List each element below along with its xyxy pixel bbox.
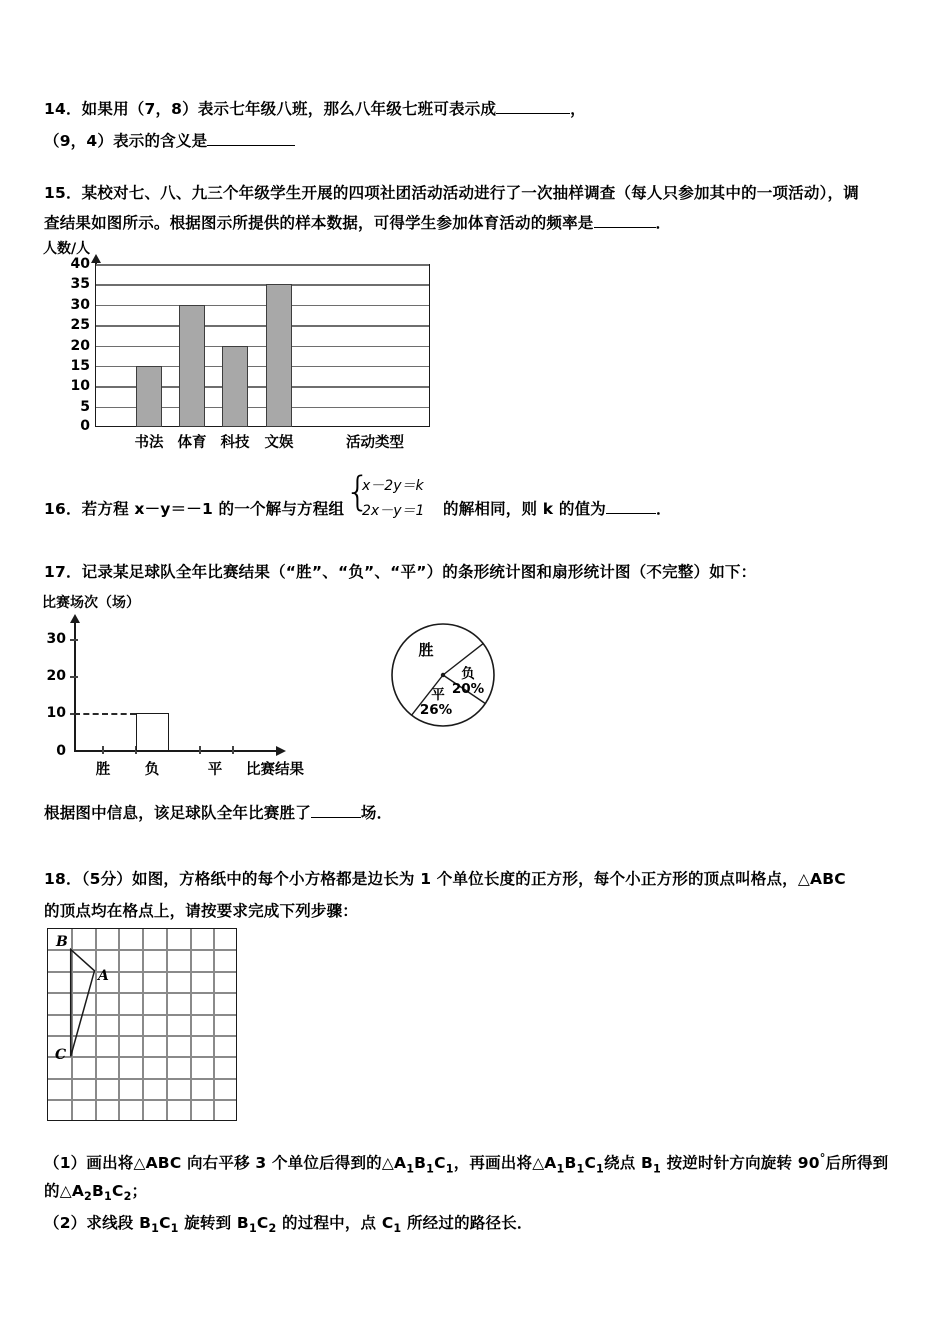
y-tick-label: 10	[70, 378, 90, 395]
q18-p1-b: B	[414, 1154, 427, 1173]
sub-1: 1	[393, 1222, 402, 1236]
question-16-text-pre: 16．若方程 x－y＝－1 的一个解与方程组	[44, 500, 345, 518]
x-tickmark-1	[102, 746, 104, 754]
gridline-35	[96, 284, 429, 286]
pie-slice-value-draw: 26%	[419, 702, 453, 718]
question-16-line-end	[443, 498, 672, 520]
q18-p1-g: 绕点 B	[604, 1154, 654, 1173]
y-tick-label: 10	[46, 705, 66, 722]
sub-1: 1	[576, 1162, 585, 1176]
y-tick-label: 30	[70, 296, 90, 313]
question-17-conclusion	[44, 802, 392, 824]
sub-1: 1	[653, 1162, 661, 1176]
sub-1: 1	[151, 1222, 160, 1236]
question-14-line-1	[44, 98, 586, 120]
y-tick-label: 0	[80, 418, 90, 434]
x-tickmark-4	[232, 746, 234, 754]
football-results-bar-chart	[40, 590, 360, 780]
sub-1: 1	[406, 1162, 415, 1176]
q18-p1-i: 后所得到	[825, 1154, 889, 1173]
q18-p1-c: C	[434, 1154, 446, 1173]
question-14-line-2	[44, 130, 295, 152]
question-15-text-2: 查结果如图所示。根据图示所提供的样本数据，可得学生参加体育活动的频率是	[44, 214, 594, 232]
grid-figure	[47, 928, 239, 1123]
question-18-line-1	[44, 868, 846, 890]
question-18-line-2	[44, 900, 358, 922]
question-18-text-1: 18．（5分）如图，方格纸中的每个小方格都是边长为 1 个单位长度的正方形，每个小正方形的顶点叫格点，△ABC	[44, 870, 846, 888]
pie-slice-label-loss: 负	[461, 666, 475, 682]
y-tickmark-20	[70, 676, 78, 678]
bar-technology	[222, 346, 248, 428]
y-axis-title: 比赛场次（场）	[42, 595, 140, 611]
q18-p2-f: 所经过的路径长．	[401, 1214, 533, 1232]
question-14-text-1: 14．如果用（7，8）表示七年级八班，那么八年级七班可表示成	[44, 100, 497, 118]
sub-1: 1	[596, 1162, 605, 1176]
y-axis-line	[74, 622, 76, 751]
x-tick-label-loss: 负	[144, 762, 160, 778]
x-tick-label-draw: 平	[207, 762, 223, 778]
question-17-line-1	[44, 561, 756, 583]
degree-symbol: °	[819, 1152, 826, 1165]
sub-2: 2	[84, 1190, 92, 1204]
sub-1: 1	[426, 1162, 435, 1176]
q18-p2-c: 旋转到 B	[178, 1214, 249, 1232]
sub-2: 2	[268, 1222, 277, 1236]
x-axis-title: 比赛结果	[246, 762, 304, 778]
football-results-pie-chart	[385, 615, 505, 735]
question-17-conclusion-text: 根据图中信息，该足球队全年比赛胜了	[44, 804, 311, 822]
q18-p1-m: ；	[131, 1182, 148, 1200]
y-tick-label: 20	[46, 668, 66, 685]
q18-p1-a: （1）画出将△ABC 向右平移 3 个单位后得到的△A	[44, 1154, 407, 1173]
y-tick-label: 15	[70, 357, 90, 374]
guide-line-10	[74, 713, 136, 715]
question-15-text-1: 15．某校对七、八、九三个年级学生开展的四项社团活动活动进行了一次抽样调查（每人只参加其中的一项活动），调	[44, 184, 859, 202]
bar-entertainment	[266, 284, 292, 427]
q18-p1-l: C	[111, 1182, 124, 1200]
question-15-text-2-end: ．	[655, 214, 672, 232]
triangle-abc-outline	[71, 949, 95, 1056]
y-tick-label: 5	[80, 398, 90, 415]
answer-blank[interactable]	[207, 145, 295, 146]
pie-center-dot	[441, 673, 445, 677]
pie-slice-label-draw: 平	[431, 687, 445, 703]
q18-p1-j: 的△A	[44, 1182, 85, 1200]
y-tickmark-10	[70, 639, 78, 641]
question-18-text-2: 的顶点均在格点上，请按要求完成下列步骤：	[44, 902, 359, 920]
x-axis-arrow-icon	[276, 746, 286, 756]
y-tick-label: 20	[70, 337, 90, 354]
question-18-part-2	[44, 1212, 533, 1240]
sub-1: 1	[445, 1162, 454, 1176]
x-tickmark-3	[199, 746, 201, 754]
x-tick-label-technology: 科技	[220, 435, 250, 451]
y-tick-label: 25	[70, 317, 90, 334]
q18-p1-d: ，再画出将△A	[453, 1154, 557, 1173]
bar-calligraphy	[136, 366, 162, 427]
gridline-20	[96, 346, 429, 348]
equation-bottom: 2x－y＝1	[362, 503, 425, 519]
q18-p1-h: 按逆时针方向旋转 90	[661, 1154, 820, 1173]
pie-slice-value-loss: 20%	[451, 681, 485, 697]
question-16-text-end: ．	[656, 500, 672, 518]
q18-p2-b: C	[159, 1214, 171, 1232]
question-15-line-2	[44, 212, 671, 234]
y-tick-label: 0	[56, 742, 66, 759]
vertex-label-a: A	[98, 968, 109, 984]
vertex-label-c: C	[55, 1047, 67, 1063]
bar-sports	[179, 305, 205, 427]
sub-1: 1	[556, 1162, 565, 1176]
sub-1: 1	[248, 1222, 257, 1236]
question-14-text-1-end: ，	[570, 100, 586, 118]
sub-1: 1	[170, 1222, 179, 1236]
vertex-label-b: B	[56, 934, 68, 950]
q18-p2-a: （2）求线段 B	[44, 1214, 152, 1232]
y-tick-label: 40	[70, 256, 90, 272]
y-axis-title: 人数/人	[43, 241, 91, 257]
question-17-text-1: 17．记录某足球队全年比赛结果（“胜”、“负”、“平”）的条形统计图和扇形统计图（不完整）如下：	[44, 563, 757, 581]
q18-p1-k: B	[92, 1182, 105, 1200]
q18-p2-d: C	[256, 1214, 269, 1232]
question-14-text-2: （9，4）表示的含义是	[44, 132, 208, 150]
answer-blank[interactable]	[496, 113, 570, 114]
sub-2: 2	[123, 1190, 132, 1204]
triangle-abc	[47, 928, 239, 1123]
question-18-part-1-line-2	[44, 1180, 147, 1208]
y-tick-label: 30	[46, 631, 66, 648]
question-16-line	[44, 498, 344, 520]
sub-1: 1	[104, 1190, 112, 1204]
equation-top: x－2y＝k	[362, 478, 424, 494]
pie-slice-label-win: 胜	[418, 641, 434, 659]
question-15-line-1	[44, 182, 859, 204]
x-tick-label-sports: 体育	[177, 435, 207, 451]
club-activity-bar-chart	[40, 236, 440, 451]
x-tick-label-win: 胜	[95, 762, 111, 778]
q18-p2-e: 的过程中，点 C	[276, 1214, 394, 1232]
question-18-part-1-line-1	[44, 1148, 888, 1180]
question-17-conclusion-end: 场．	[360, 804, 393, 822]
answer-blank[interactable]	[606, 513, 656, 514]
q18-p1-e: B	[564, 1154, 577, 1173]
x-axis-title: 活动类型	[346, 435, 404, 451]
x-tick-label-entertainment: 文娱	[264, 435, 294, 451]
left-brace-icon: {	[345, 469, 371, 515]
answer-blank[interactable]	[594, 227, 656, 228]
x-axis-line	[74, 750, 276, 752]
gridline-30	[96, 305, 429, 307]
bar-loss	[136, 713, 169, 751]
answer-blank[interactable]	[311, 817, 361, 818]
q18-p1-f: C	[584, 1154, 597, 1173]
gridline-25	[96, 325, 429, 327]
gridline-40	[96, 264, 429, 266]
y-tick-label: 35	[70, 276, 90, 293]
x-tick-label-calligraphy: 书法	[134, 435, 164, 451]
question-16-text-post: 的解相同，则 k 的值为	[443, 500, 607, 518]
